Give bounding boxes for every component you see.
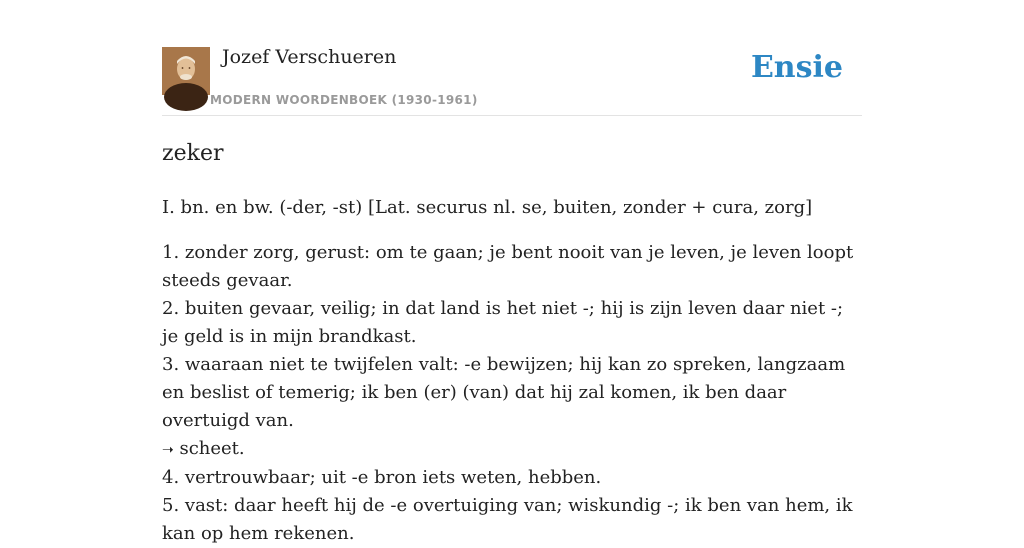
definition-item-2: 2. buiten gevaar, veilig; in dat land is het niet -; hij is zijn leven daar niet -; je geld is in mijn brandkast. [162,298,844,347]
definition-item-5: 5. vast: daar heeft hij de -e overtuiging van; wiskundig -; ik ben van hem, ik kan op hem rekenen. [162,495,853,544]
ensie-logo-link[interactable]: Ensie [750,50,843,85]
arrow-right-icon: ➝ [162,442,174,458]
definition-item-4: 4. vertrouwbaar; uit -e bron iets weten, hebben. [162,467,602,488]
entry-page [162,0,862,544]
author-name-link[interactable]: Jozef Verschueren [222,46,397,68]
definition-list [162,239,862,548]
source-label: MODERN WOORDENBOEK (1930-1961) [210,93,478,107]
definition-item-3: 3. waaraan niet te twijfelen valt: -e bewijzen; hij kan zo spreken, langzaam en beslist of temerig; ik ben (er) (van) dat hij zal komen, ik ben daar overtuigd van. [162,354,846,431]
cross-reference[interactable] [162,435,862,464]
entry-etymology: I. bn. en bw. (-der, -st) [Lat. securus nl. se, buiten, zonder + cura, zorg] [162,197,813,218]
cross-reference-text[interactable]: scheet. [179,438,245,459]
definition-item-1: 1. zonder zorg, gerust: om te gaan; je bent nooit van je leven, je leven loopt steeds gevaar. [162,242,854,291]
author-avatar[interactable] [162,47,210,95]
entry-title: zeker [162,141,224,166]
page-header [162,0,862,116]
author-portrait-icon [162,47,210,95]
